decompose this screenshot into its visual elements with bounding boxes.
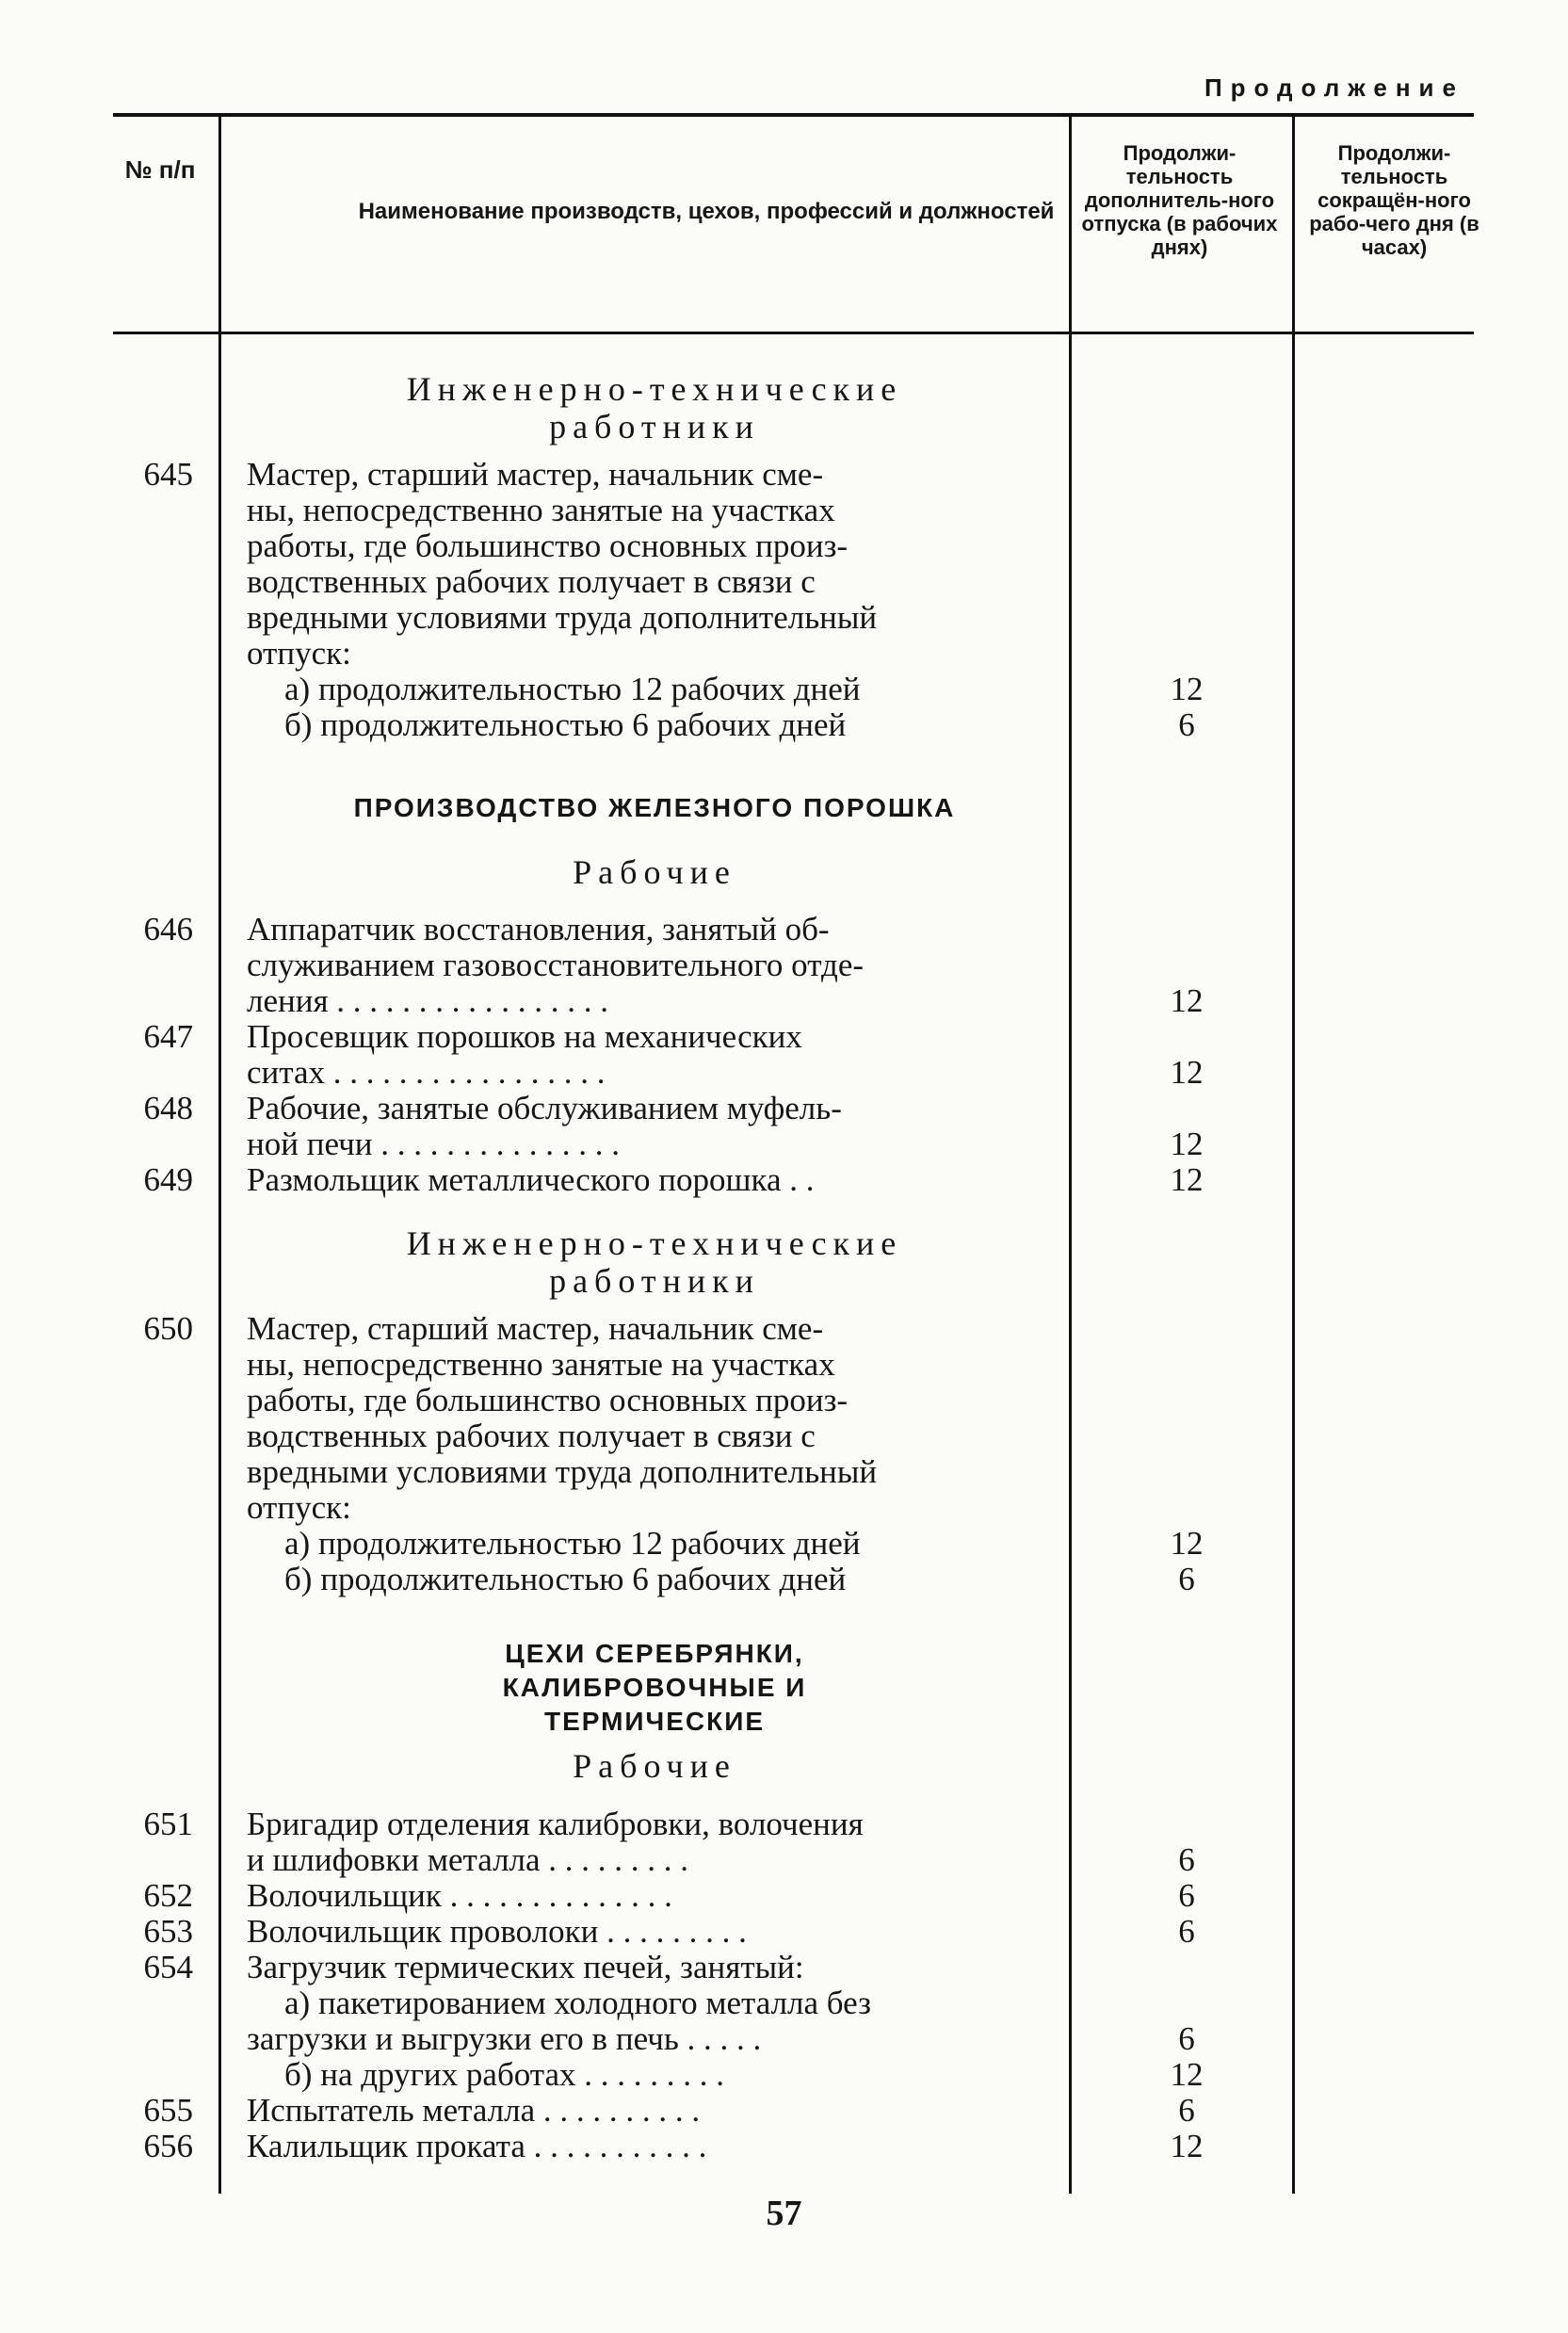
text-line: ления . . . . . . . . . . . . . . . . . [247,982,609,1019]
text-line: Испытатель металла . . . . . . . . . . [247,2092,701,2129]
row-description [247,1950,1057,2093]
header-name: Наименование производств, цехов, профессий и должностей [358,199,1055,224]
text-line: Волочильщик проволоки . . . . . . . . . [247,1913,747,1950]
row-number: 651 [143,1806,193,1842]
text-line: а) продолжительностью 12 рабочих дней [284,671,861,707]
text-line: Мастер, старший мастер, начальник сме- [247,1310,824,1347]
section-subheading: Рабочие [573,1747,736,1785]
text-line: ны, непосредственно занятые на участках [247,492,835,528]
text-line: водственных рабочих получает в связи с [247,1418,816,1454]
text-line: работы, где большинство основных произ- [247,527,849,564]
row-description [247,1806,1057,1878]
text-line: ной печи . . . . . . . . . . . . . . . [247,1126,620,1162]
row-description [247,1311,1057,1597]
leave-value: 12 [1170,671,1204,707]
text-line: отпуск: [247,635,351,672]
header-number: № п/п [124,155,196,184]
leave-value: 6 [1178,2092,1195,2129]
text-line: Волочильщик . . . . . . . . . . . . . . [247,1877,672,1914]
column-divider-1 [218,117,221,2194]
table-top-rule [113,113,1474,117]
leave-value: 6 [1178,2020,1195,2057]
section-heading: Инженерно-технические работники [406,370,903,446]
text-line: Аппаратчик восстановления, занятый об- [247,911,830,948]
text-line: и шлифовки металла . . . . . . . . . [247,1841,689,1878]
text-line: Рабочие, занятые обслуживанием муфель- [247,1090,842,1126]
section-subheading: Рабочие [573,853,736,891]
header-additional-leave: Продолжи-тельность дополнитель-ного отпуска (в рабочих днях) [1081,141,1278,259]
row-number: 645 [143,456,193,493]
row-number: 646 [143,911,193,948]
text-line: отпуск: [247,1489,351,1526]
row-number: 648 [143,1090,193,1126]
leave-value: 12 [1170,1126,1204,1162]
text-line: водственных рабочих получает в связи с [247,563,816,600]
text-line: ны, непосредственно занятые на участках [247,1346,835,1383]
row-description [247,1019,1057,1091]
header-bottom-rule [113,332,1474,334]
text-line: вредными условиями труда дополнительный [247,599,878,636]
row-description [247,457,1057,743]
column-divider-3 [1292,117,1295,2194]
text-line: Калильщик проката . . . . . . . . . . . [247,2128,707,2164]
row-description [247,2129,1057,2164]
row-number: 653 [143,1913,193,1950]
text-line: б) продолжительностью 6 рабочих дней [284,1561,847,1597]
row-description [247,1162,1057,1198]
leave-value: 12 [1170,2128,1204,2164]
section-heading: Инженерно-технические работники [406,1224,903,1300]
leave-value: 12 [1170,1054,1204,1091]
text-line: вредными условиями труда дополнительный [247,1453,878,1490]
section-heading: ЦЕХИ СЕРЕБРЯНКИ, КАЛИБРОВОЧНЫЕ И ТЕРМИЧЕСКИЕ [502,1639,807,1736]
row-number: 656 [143,2128,193,2164]
section-heading: ПРОИЗВОДСТВО ЖЕЛЕЗНОГО ПОРОШКА [353,793,956,822]
row-description [247,2093,1057,2129]
text-line: Бригадир отделения калибровки, волочения [247,1806,864,1842]
leave-value: 6 [1178,706,1195,743]
text-line: Размольщик металлического порошка . . [247,1161,815,1198]
row-number: 649 [143,1161,193,1198]
leave-value: 6 [1178,1877,1195,1914]
row-number: 652 [143,1877,193,1914]
leave-value: 6 [1178,1913,1195,1950]
row-number: 647 [143,1018,193,1055]
text-line: ситах . . . . . . . . . . . . . . . . . [247,1054,606,1091]
row-description [247,1878,1057,1914]
text-line: загрузки и выгрузки его в печь . . . . . [247,2020,762,2057]
text-line: б) продолжительностью 6 рабочих дней [284,706,847,743]
continued-label: Продолжение [1204,73,1464,102]
leave-value: 12 [1170,1525,1204,1562]
text-line: Загрузчик термических печей, занятый: [247,1949,804,1985]
text-line: б) на других работах . . . . . . . . . [284,2056,725,2093]
row-number: 654 [143,1949,193,1985]
leave-value: 12 [1170,2056,1204,2093]
page-number: 57 [766,2194,802,2233]
row-description [247,1091,1057,1162]
text-line: Мастер, старший мастер, начальник сме- [247,456,824,493]
row-description [247,912,1057,1019]
leave-value: 6 [1178,1561,1195,1597]
text-line: служиванием газовосстановительного отде- [247,947,865,983]
leave-value: 6 [1178,1841,1195,1878]
text-line: а) продолжительностью 12 рабочих дней [284,1525,861,1562]
text-line: а) пакетированием холодного металла без [284,1985,871,2021]
leave-value: 12 [1170,982,1204,1019]
text-line: Просевщик порошков на механических [247,1018,802,1055]
row-number: 655 [143,2092,193,2129]
text-line: работы, где большинство основных произ- [247,1382,849,1418]
row-description [247,1914,1057,1950]
leave-value: 12 [1170,1161,1204,1198]
header-shortened-day: Продолжи-тельность сокращён-ного рабо-чего дня (в часах) [1309,141,1479,259]
row-number: 650 [143,1310,193,1347]
